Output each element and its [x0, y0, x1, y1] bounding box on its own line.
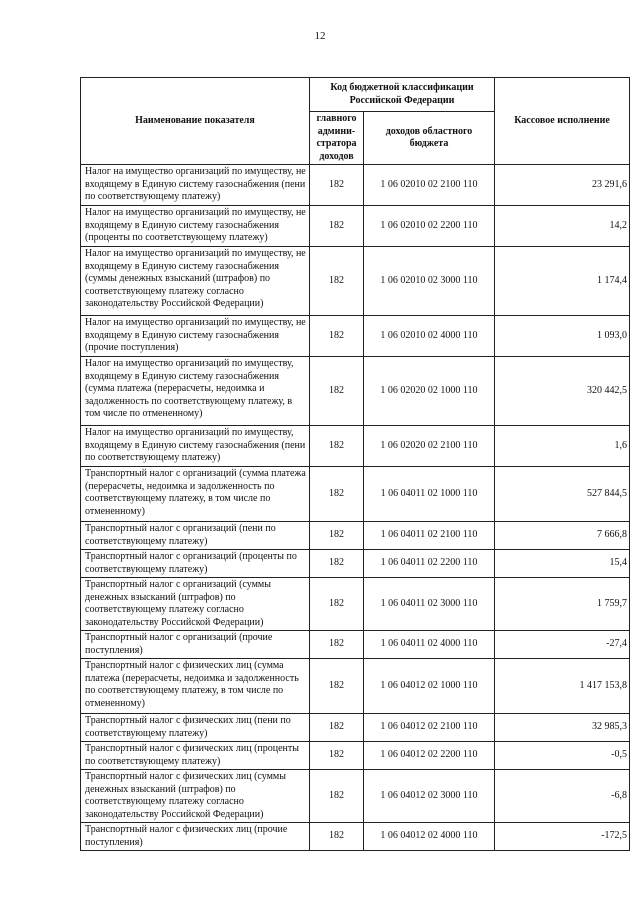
row-name: Транспортный налог с физических лиц (суммы денежных взысканий (штрафов) по соответствующему платежу согласно законодательству Российской Федерации)	[81, 770, 310, 823]
table-row	[81, 357, 630, 426]
row-budget-code: 1 06 04011 02 2200 110	[364, 550, 495, 578]
row-admin-code: 182	[310, 467, 364, 522]
row-budget-code: 1 06 04011 02 2100 110	[364, 522, 495, 550]
row-name: Налог на имущество организаций по имуществу, не входящему в Единую систему газоснабжения (пени по соответствующему платежу)	[81, 165, 310, 206]
table-row	[81, 165, 630, 206]
row-admin-code: 182	[310, 522, 364, 550]
row-amount: 1 093,0	[495, 316, 630, 357]
row-admin-code: 182	[310, 206, 364, 247]
row-name: Транспортный налог с организаций (пени по соответствующему платежу)	[81, 522, 310, 550]
row-budget-code: 1 06 02010 02 2100 110	[364, 165, 495, 206]
row-amount: 1,6	[495, 426, 630, 467]
row-budget-code: 1 06 04012 02 3000 110	[364, 770, 495, 823]
row-budget-code: 1 06 04011 02 1000 110	[364, 467, 495, 522]
header-code: доходов областного бюджета	[364, 112, 495, 165]
row-admin-code: 182	[310, 659, 364, 714]
row-name: Транспортный налог с организаций (суммы денежных взысканий (штрафов) по соответствующему платежу согласно законодательству Российской Федерации)	[81, 578, 310, 631]
row-admin-code: 182	[310, 770, 364, 823]
table-row	[81, 659, 630, 714]
header-kbk: Код бюджетной классификации Российской Федерации	[310, 78, 495, 112]
row-budget-code: 1 06 02020 02 1000 110	[364, 357, 495, 426]
table-row	[81, 770, 630, 823]
row-admin-code: 182	[310, 714, 364, 742]
row-budget-code: 1 06 02010 02 4000 110	[364, 316, 495, 357]
row-budget-code: 1 06 04011 02 3000 110	[364, 578, 495, 631]
row-budget-code: 1 06 04011 02 4000 110	[364, 631, 495, 659]
row-amount: 7 666,8	[495, 522, 630, 550]
revenue-table	[80, 77, 630, 851]
row-budget-code: 1 06 04012 02 1000 110	[364, 659, 495, 714]
row-admin-code: 182	[310, 578, 364, 631]
table-row	[81, 522, 630, 550]
row-amount: 527 844,5	[495, 467, 630, 522]
table-row	[81, 631, 630, 659]
table-row	[81, 823, 630, 851]
row-budget-code: 1 06 02020 02 2100 110	[364, 426, 495, 467]
row-name: Транспортный налог с физических лиц (проценты по соответствующему платежу)	[81, 742, 310, 770]
row-admin-code: 182	[310, 165, 364, 206]
row-name: Налог на имущество организаций по имуществу, входящему в Единую систему газоснабжения (сумма платежа (перерасчеты, недоимка и задолженность по соответствующему платежу, в том числе по отмененному)	[81, 357, 310, 426]
row-name: Транспортный налог с физических лиц (сумма платежа (перерасчеты, недоимка и задолженность по соответствующему платежу, в том числе по отмененному)	[81, 659, 310, 714]
row-admin-code: 182	[310, 742, 364, 770]
row-amount: 1 174,4	[495, 247, 630, 316]
table-row	[81, 316, 630, 357]
header-admin: главного админи-стратора доходов	[310, 112, 364, 165]
table-row	[81, 426, 630, 467]
row-amount: -172,5	[495, 823, 630, 851]
row-name: Налог на имущество организаций по имуществу, не входящему в Единую систему газоснабжения (суммы денежных взысканий (штрафов) по соответствующему платежу согласно законодательству Российской Федерации)	[81, 247, 310, 316]
row-amount: 14,2	[495, 206, 630, 247]
row-amount: 320 442,5	[495, 357, 630, 426]
row-budget-code: 1 06 04012 02 4000 110	[364, 823, 495, 851]
row-name: Налог на имущество организаций по имуществу, входящему в Единую систему газоснабжения (пени по соответствующему платежу)	[81, 426, 310, 467]
row-amount: 32 985,3	[495, 714, 630, 742]
row-admin-code: 182	[310, 631, 364, 659]
row-admin-code: 182	[310, 823, 364, 851]
table-row	[81, 206, 630, 247]
row-budget-code: 1 06 02010 02 3000 110	[364, 247, 495, 316]
row-admin-code: 182	[310, 426, 364, 467]
row-amount: 23 291,6	[495, 165, 630, 206]
table-row	[81, 714, 630, 742]
table-header	[81, 78, 630, 165]
row-admin-code: 182	[310, 357, 364, 426]
row-amount: 1 417 153,8	[495, 659, 630, 714]
row-name: Налог на имущество организаций по имуществу, не входящему в Единую систему газоснабжения (проценты по соответствующему платежу)	[81, 206, 310, 247]
row-name: Транспортный налог с физических лиц (пени по соответствующему платежу)	[81, 714, 310, 742]
table-row	[81, 578, 630, 631]
row-amount: -0,5	[495, 742, 630, 770]
row-budget-code: 1 06 04012 02 2100 110	[364, 714, 495, 742]
row-budget-code: 1 06 04012 02 2200 110	[364, 742, 495, 770]
row-name: Транспортный налог с физических лиц (прочие поступления)	[81, 823, 310, 851]
row-amount: -6,8	[495, 770, 630, 823]
table-row	[81, 550, 630, 578]
row-name: Транспортный налог с организаций (прочие поступления)	[81, 631, 310, 659]
row-name: Налог на имущество организаций по имуществу, не входящему в Единую систему газоснабжения (прочие поступления)	[81, 316, 310, 357]
page-number: 12	[314, 30, 326, 42]
row-name: Транспортный налог с организаций (проценты по соответствующему платежу)	[81, 550, 310, 578]
row-name: Транспортный налог с организаций (сумма платежа (перерасчеты, недоимка и задолженность по соответствующему платежу, в том числе по отмененному)	[81, 467, 310, 522]
header-name: Наименование показателя	[81, 78, 310, 165]
table-row	[81, 467, 630, 522]
row-admin-code: 182	[310, 550, 364, 578]
row-budget-code: 1 06 02010 02 2200 110	[364, 206, 495, 247]
row-amount: -27,4	[495, 631, 630, 659]
row-amount: 15,4	[495, 550, 630, 578]
table-row	[81, 247, 630, 316]
row-admin-code: 182	[310, 316, 364, 357]
table-body	[81, 165, 630, 851]
row-admin-code: 182	[310, 247, 364, 316]
table-row	[81, 742, 630, 770]
header-amount: Кассовое исполнение	[495, 78, 630, 165]
row-amount: 1 759,7	[495, 578, 630, 631]
